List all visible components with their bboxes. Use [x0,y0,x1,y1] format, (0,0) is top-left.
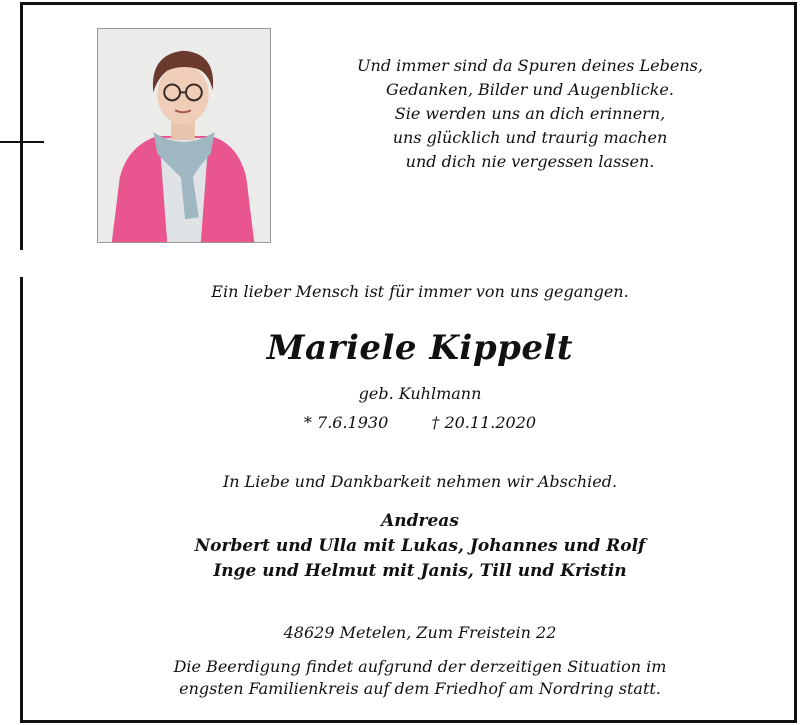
death-date: † 20.11.2020 [431,413,537,432]
mourner-line: Norbert und Ulla mit Lukas, Johannes und Rolf [194,536,646,556]
poem-line: Gedanken, Bilder und Augenblicke. [386,80,674,99]
cross-icon [0,141,44,143]
portrait-photo [97,28,271,243]
poem-line: und dich nie vergessen lassen. [405,152,655,171]
farewell-text: In Liebe und Dankbarkeit nehmen wir Abschied. [222,472,618,491]
deceased-name: Mariele Kippelt [266,328,574,368]
mourner-line: Andreas [381,511,459,531]
frame-bottom-border [20,720,797,723]
portrait-illustration [98,29,270,242]
birth-date: * 7.6.1930 [303,413,389,432]
poem-line: Und immer sind da Spuren deines Lebens, [357,56,703,75]
frame-top-border [20,2,797,5]
family-address: 48629 Metelen, Zum Freistein 22 [283,623,557,642]
frame-left-border-upper [20,2,23,250]
life-dates [40,413,800,432]
memorial-poem [300,54,760,174]
poem-line: Sie werden uns an dich erinnern, [394,104,666,123]
mourner-line: Inge und Helmut mit Janis, Till und Kristin [213,561,627,581]
funeral-notice [40,656,800,700]
intro-text: Ein lieber Mensch ist für immer von uns gegangen. [211,282,629,301]
funeral-notice-line: Die Beerdigung findet aufgrund der derzeitigen Situation im [173,657,667,676]
frame-left-border-lower [20,277,23,723]
funeral-notice-line: engsten Familienkreis auf dem Friedhof am Nordring statt. [179,679,661,698]
mourners-list [40,509,800,584]
poem-line: uns glücklich und traurig machen [392,128,668,147]
maiden-name: geb. Kuhlmann [358,384,482,403]
